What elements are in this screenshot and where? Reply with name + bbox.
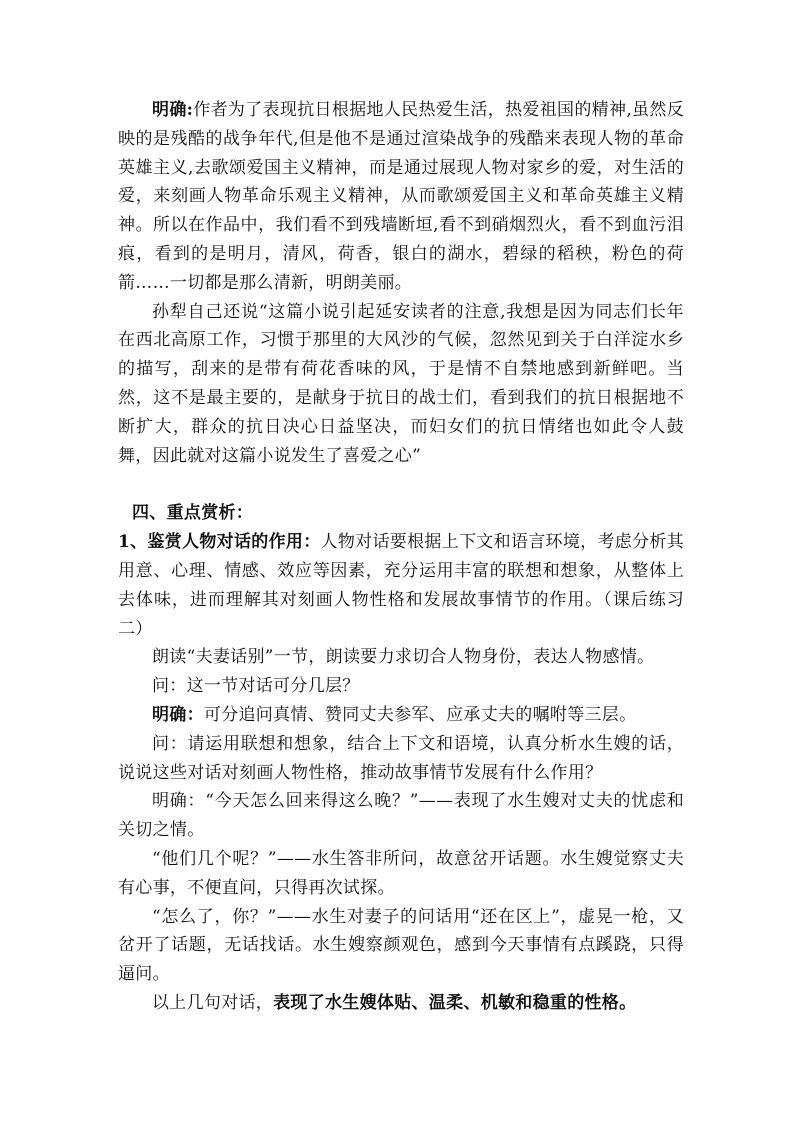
- question-text: 问：请运用联想和想象，结合上下文和语境，认真分析水生嫂的话，说说这些对话对刻画人物性格，推动故事情节发展有什么作用？: [118, 733, 684, 783]
- answer-label: 明确：: [152, 704, 204, 725]
- paragraph-label: 明确:: [152, 100, 194, 120]
- answer-text: 明确：“今天怎么回来得这么晚？”——表现了水生嫂对丈夫的忧虑和关切之情。: [118, 791, 684, 841]
- question-text: 问：这一节对话可分几层？: [152, 676, 360, 697]
- paragraph-reading: [118, 643, 684, 672]
- answer-layers: [118, 701, 684, 730]
- analysis-item-1: [118, 528, 684, 643]
- analysis-item-text: 人物对话要根据上下文和语言环境，考虑分析其用意、心理、情感、效应等因素，充分运用丰富的联想和想象，从整体上去体味，进而理解其对刻画人物性格和发展故事情节的作用。（课后练习二）: [118, 532, 684, 639]
- paragraph-text: 朗读“夫妻话别”一节，朗读要力求切合人物身份，表达人物感情。: [152, 647, 655, 668]
- summary-emphasis: 表现了水生嫂体贴、温柔、机敏和稳重的性格。: [273, 992, 637, 1013]
- paragraph-text: 孙犁自己还说“这篇小说引起延安读者的注意,我想是因为同志们长年在西北高原工作，习惯于那里的大风沙的气候，忽然见到关于白洋淀水乡的描写，刮来的是带有荷花香味的风，于是情不自禁地感到新鲜吧。当然，这不是最主要的，是献身于抗日的战士们，看到我们的抗日根据地不断扩大，群众的抗日决心日益坚决，而妇女们的抗日情绪也如此令人鼓舞，因此就对这篇小说发生了喜爱之心”: [118, 301, 684, 466]
- paragraph-clarification: [118, 96, 684, 298]
- summary-text: 以上几句对话，: [152, 992, 274, 1013]
- section-heading: 四、重点赏析：: [132, 503, 254, 524]
- question-layers: [118, 672, 684, 701]
- dialogue-analysis-2: [118, 903, 684, 989]
- question-analysis: [118, 730, 684, 788]
- answer-text: 可分追问真情、赞同丈夫参军、应承丈夫的嘱咐等三层。: [203, 704, 637, 725]
- dialogue-analysis-1: [118, 845, 684, 903]
- paragraph-text: 作者为了表现抗日根据地人民热爱生活，热爱祖国的精神,虽然反映的是残酷的战争年代,但是他不是通过渲染战争的残酷来表现人物的革命英雄主义,去歌颂爱国主义精神，而是通过展现人物对家乡的爱，对生活的爱，来刻画人物革命乐观主义精神，从而歌颂爱国主义和革命英雄主义精神。所以在作品中，我们看不到残墙断垣,看不到硝烟烈火，看不到血污泪痕，看到的是明月，清风，荷香，银白的湖水，碧绿的稻秧，粉色的荷箭……一切都是那么清新，明朗美丽。: [118, 100, 684, 293]
- document-content: [118, 96, 684, 1018]
- paragraph-sun-li-quote: [118, 298, 684, 471]
- paragraph-text: “他们几个呢？”——水生答非所问，故意岔开话题。水生嫂觉察丈夫有心事，不便直问，只得再次试探。: [118, 848, 684, 898]
- answer-analysis: [118, 787, 684, 845]
- summary-paragraph: [118, 989, 684, 1018]
- analysis-item-label: 1、鉴赏人物对话的作用：: [118, 532, 321, 553]
- paragraph-text: “怎么了，你？”——水生对妻子的问话用“还在区上”，虚晃一枪，又岔开了话题，无话找话。水生嫂察颜观色，感到今天事情有点蹊跷，只得逼问。: [118, 906, 684, 985]
